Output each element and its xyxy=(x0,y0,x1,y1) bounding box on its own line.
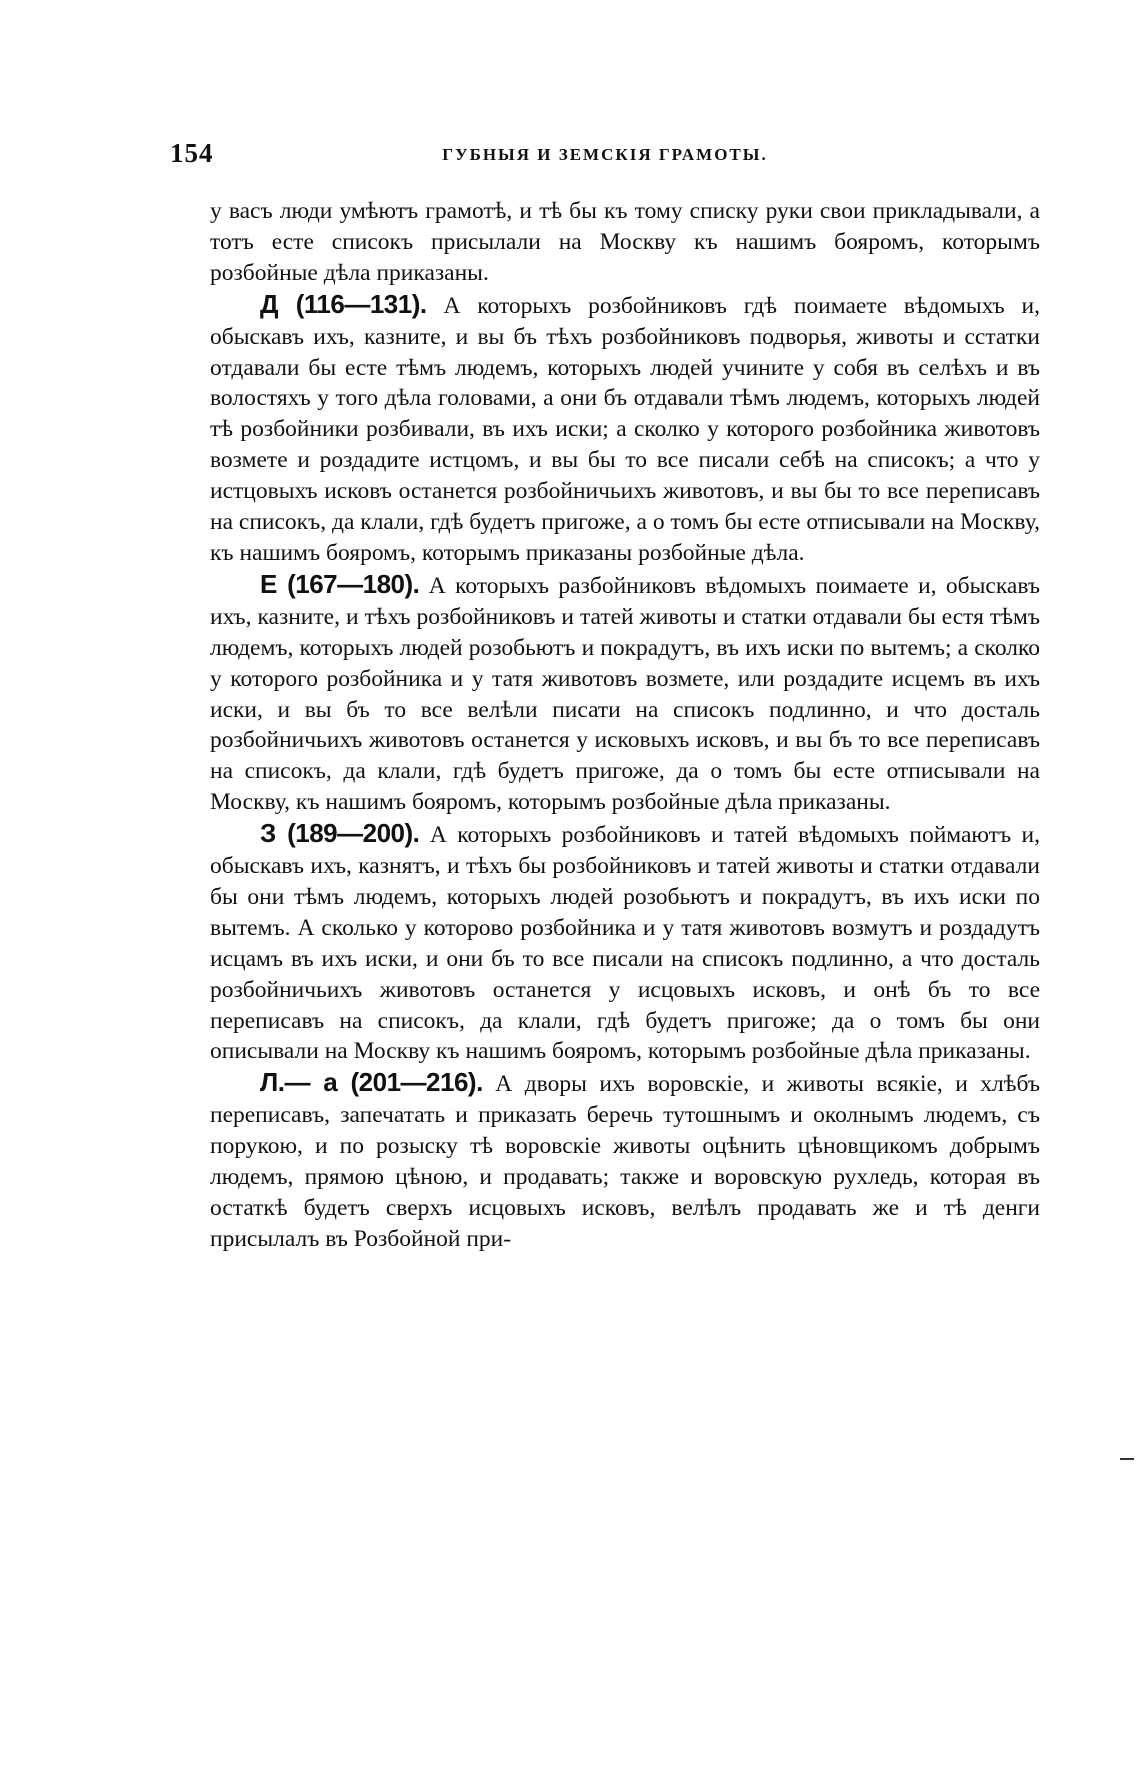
section-mark-e: Е (167—180). xyxy=(260,568,420,599)
paragraph-text: А которыхъ разбойниковъ вѣдомыхъ поимаете и, обыскавъ ихъ, казните, и тѣхъ розбойниковъ и татей животы и статки отдавали бы естя тѣмъ людемъ, которыхъ людей розобьютъ и покрадутъ, въ ихъ иски по вытемъ; а сколко у которого розбойника и у татя животовъ возмете, или роздадите исцемъ въ ихъ иски, и вы бъ то все велѣли писати на списокъ подлинно, и что досталь розбойничьихъ животовъ останется у исковыхъ исковъ, и вы бъ то все переписавъ на списокъ, да клали, гдѣ будетъ пригоже, да о томъ бы есте отписывали на Москву, къ нашимъ бояромъ, которымъ розбойные дѣла приказаны. xyxy=(210,572,1040,816)
paragraph-l xyxy=(210,1067,1040,1254)
paragraph-text: у васъ люди умѣютъ грамотѣ, и тѣ бы къ тому списку руки свои прикладывали, а тотъ есте списокъ присылали на Москву къ нашимъ бояромъ, которымъ розбойные дѣла приказаны. xyxy=(210,198,1040,286)
paragraph-text: А которыхъ розбойниковъ и татей вѣдомыхъ поймаютъ и, обыскавъ ихъ, казнятъ, и тѣхъ бы розбойниковъ и татей животы и статки отдавали бы они тѣмъ людемъ, которыхъ людей розобьютъ и покрадутъ, въ ихъ иски по вытемъ. А сколько у которово розбойника и у татя животовъ возмутъ и роздадутъ исцамъ въ ихъ иски, и они бъ то все писали на списокъ подлинно, а что досталь розбойничьихъ животовъ останется у исцовыхъ исковъ, и онѣ бъ то все переписавъ на списокъ, да клали, гдѣ будетъ пригоже; да о томъ бы они описывали на Москву къ нашимъ бояромъ, которымъ розбойные дѣла приказаны. xyxy=(210,822,1041,1065)
text-body xyxy=(210,196,1040,1255)
paragraph-text: А дворы ихъ воровскіе, и животы всякіе, и хлѣбъ переписавъ, запечатать и приказать беречь тутошнымъ и околнымъ людемъ, съ порукою, и по розыску тѣ воровскіе животы оцѣнить цѣновщикомъ добрымъ людемъ, прямою цѣною, и продавать; также и воровскую рухледь, которая въ остаткѣ будетъ сверхъ исцовыхъ исковъ, велѣлъ продавать же и тѣ денги присылалъ въ Розбойной при- xyxy=(210,1071,1040,1252)
paragraph-e xyxy=(210,569,1040,818)
section-mark-z: З (189—200). xyxy=(260,818,420,849)
paragraph-text: А которыхъ розбойниковъ гдѣ поимаете вѣдомыхъ и, обыскавъ ихъ, казните, и вы бъ тѣхъ розбойниковъ подворья, животы и сстатки отдавали бы есте тѣмъ людемъ, которыхъ людей учините у собя въ селѣхъ и въ волостяхъ у того дѣла головами, а они бъ отдавали тѣмъ людемъ, которыхъ людей тѣ розбойники розбивали, въ ихъ иски; а сколко у которого розбойника животовъ возмете и роздадите истцомъ, и вы бы то все писали себѣ на списокъ; а что у истцовыхъ исковъ останется розбойничьихъ животовъ, и вы бы то все переписавъ на списокъ, да клали, гдѣ будетъ пригоже, а о томъ бы есте отписывали на Москву, къ нашимъ бояромъ, которымъ приказаны розбойные дѣла. xyxy=(210,292,1040,566)
page-number: 154 xyxy=(170,138,214,168)
section-mark-d: Д (116—131). xyxy=(260,288,427,319)
paragraph-d xyxy=(210,289,1040,569)
paragraph-continuation xyxy=(210,196,1040,289)
running-head xyxy=(170,138,1040,178)
margin-mark xyxy=(1120,1458,1134,1460)
running-title: ГУБНЫЯ И ЗЕМСКІЯ ГРАМОТЫ. xyxy=(442,145,768,164)
section-mark-l: Л.— а (201—216). xyxy=(260,1067,483,1098)
paragraph-z xyxy=(210,818,1040,1067)
